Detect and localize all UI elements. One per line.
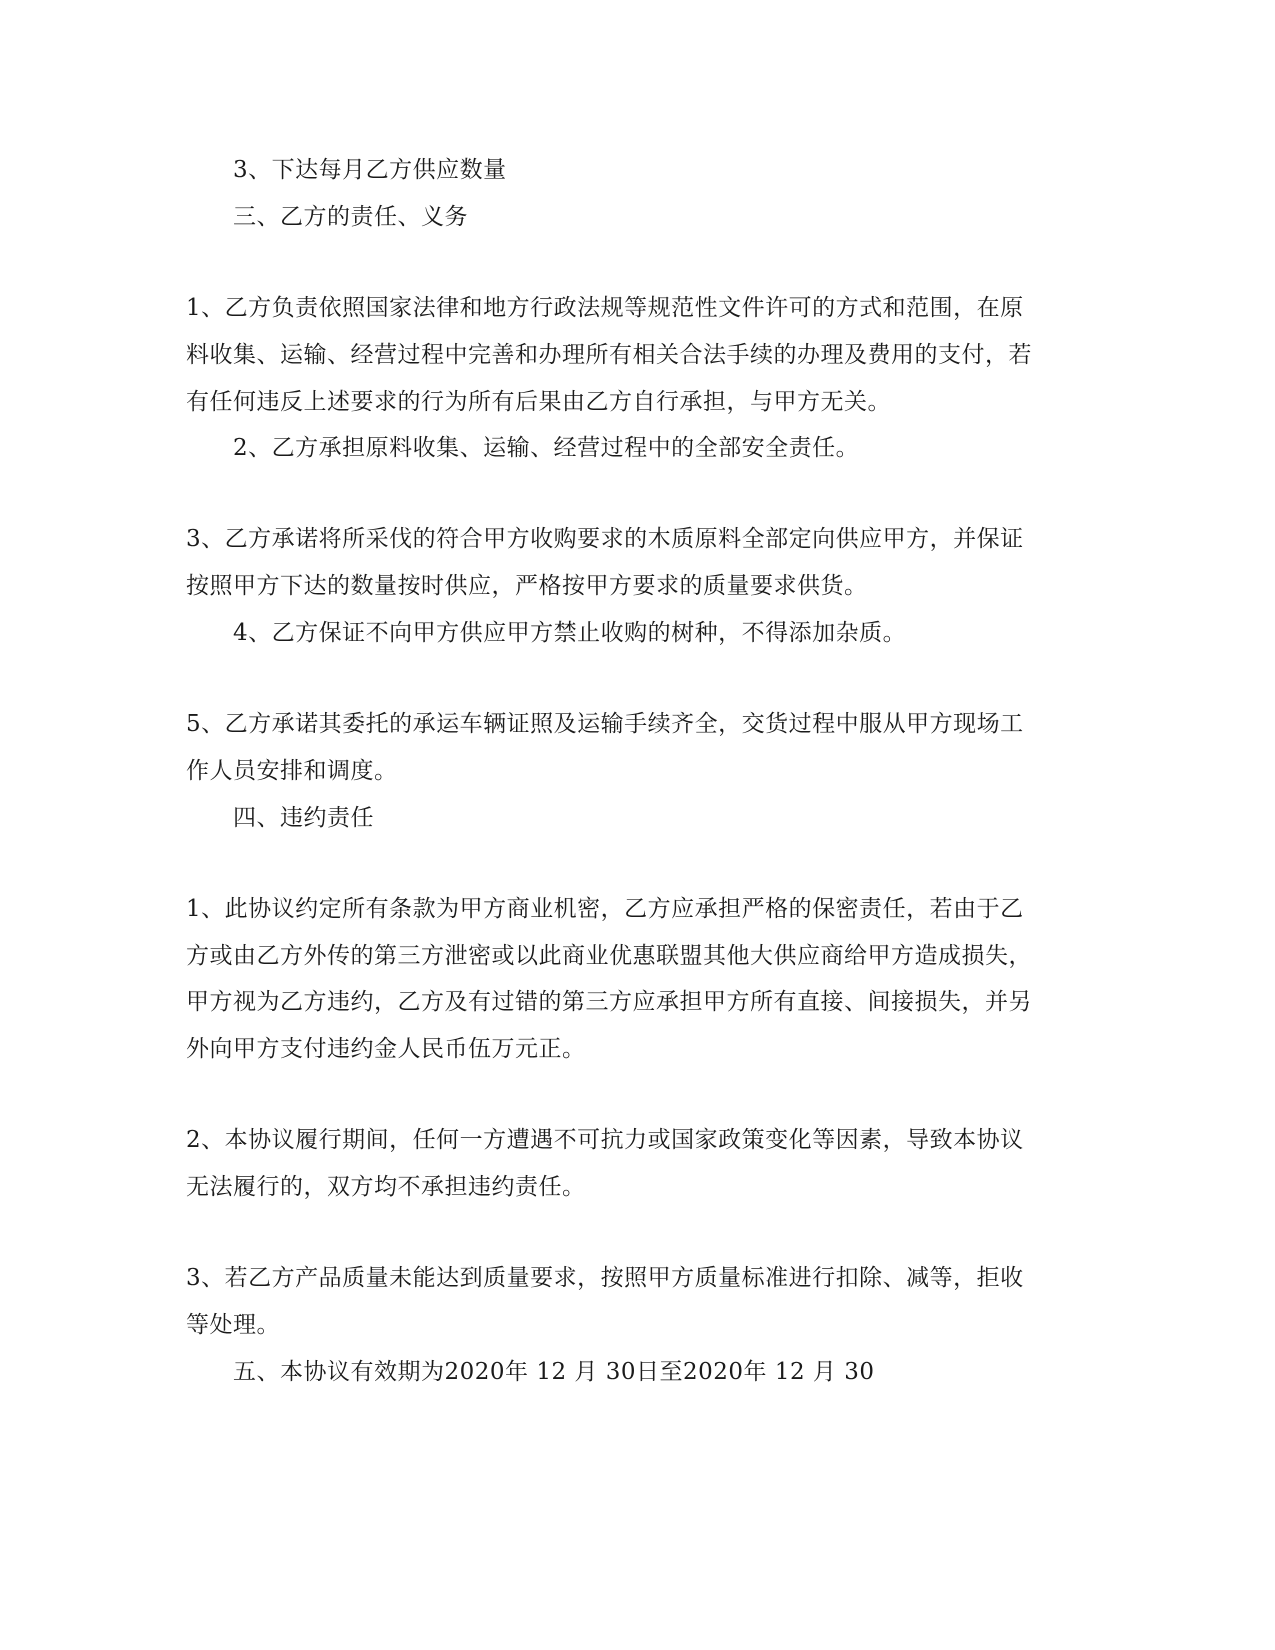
section-3-item-5-line-2: 作人员安排和调度。 xyxy=(186,758,398,784)
section-3-item-1-line-1: 1、乙方负责依照国家法律和地方行政法规等规范性文件许可的方式和范围，在原 xyxy=(186,295,1024,321)
section-3-item-1-line-3: 有任何违反上述要求的行为所有后果由乙方自行承担，与甲方无关。 xyxy=(186,389,891,415)
section-4-item-1-line-1: 1、此协议约定所有条款为甲方商业机密，乙方应承担严格的保密责任，若由于乙 xyxy=(186,896,1024,922)
section-3-item-2: 2、乙方承担原料收集、运输、经营过程中的全部安全责任。 xyxy=(233,435,860,461)
section-3-heading: 三、乙方的责任、义务 xyxy=(233,204,468,230)
section-3-item-3-line-2: 按照甲方下达的数量按时供应，严格按甲方要求的质量要求供货。 xyxy=(186,573,868,599)
section-3-item-1-line-2: 料收集、运输、经营过程中完善和办理所有相关合法手续的办理及费用的支付，若 xyxy=(186,342,1032,368)
section-4-item-3-line-1: 3、若乙方产品质量未能达到质量要求，按照甲方质量标准进行扣除、减等，拒收 xyxy=(186,1265,1024,1291)
section-3-item-5-line-1: 5、乙方承诺其委托的承运车辆证照及运输手续齐全，交货过程中服从甲方现场工 xyxy=(186,711,1024,737)
section-5-validity: 五、本协议有效期为2020年 12 月 30日至2020年 12 月 30 xyxy=(233,1359,875,1385)
section-4-item-2-line-2: 无法履行的，双方均不承担违约责任。 xyxy=(186,1174,586,1200)
section-3-item-4: 4、乙方保证不向甲方供应甲方禁止收购的树种，不得添加杂质。 xyxy=(233,620,907,646)
section-4-item-1-line-3: 甲方视为乙方违约，乙方及有过错的第三方应承担甲方所有直接、间接损失，并另 xyxy=(186,989,1032,1015)
section-4-item-1-line-2: 方或由乙方外传的第三方泄密或以此商业优惠联盟其他大供应商给甲方造成损失， xyxy=(186,943,1032,969)
section-4-item-1-line-4: 外向甲方支付违约金人民币伍万元正。 xyxy=(186,1036,586,1062)
section-4-item-2-line-1: 2、本协议履行期间，任何一方遭遇不可抗力或国家政策变化等因素，导致本协议 xyxy=(186,1127,1024,1153)
section-3-item-3-line-1: 3、乙方承诺将所采伐的符合甲方收购要求的木质原料全部定向供应甲方，并保证 xyxy=(186,526,1024,552)
clause-2-item-3: 3、下达每月乙方供应数量 xyxy=(233,157,507,183)
section-4-heading: 四、违约责任 xyxy=(233,805,374,831)
section-4-item-3-line-2: 等处理。 xyxy=(186,1312,280,1338)
